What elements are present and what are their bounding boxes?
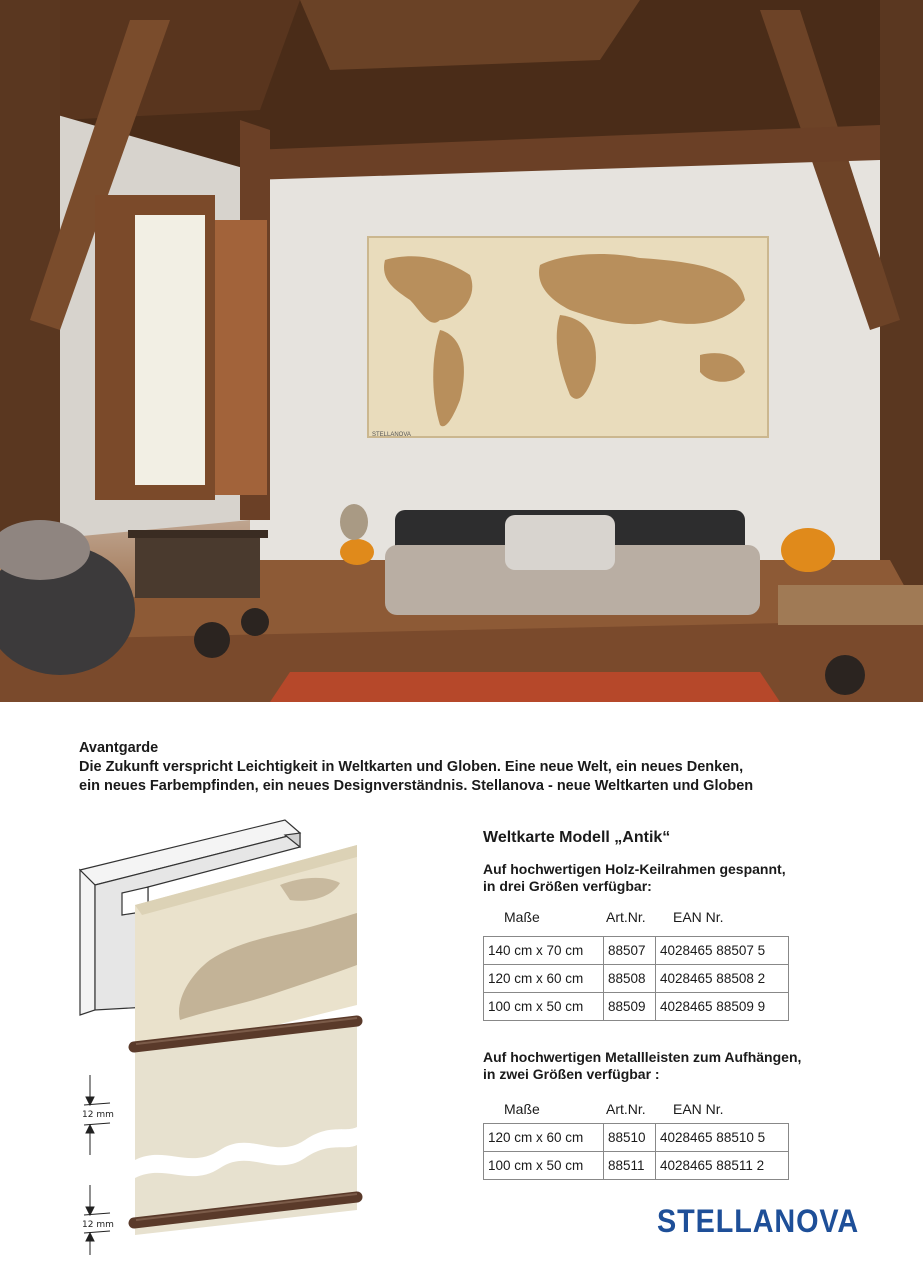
table-row — [484, 1124, 789, 1152]
ean-cell: 4028465 88507 5 — [656, 937, 789, 965]
rails-size-table — [483, 1123, 789, 1180]
rails-col-artnr: Art.Nr. — [606, 1101, 646, 1117]
table-row — [484, 1152, 789, 1180]
size-cell: 120 cm x 60 cm — [484, 965, 604, 993]
rails-heading — [483, 1049, 863, 1083]
ean-cell: 4028465 88510 5 — [656, 1124, 789, 1152]
artnr-cell: 88511 — [604, 1152, 656, 1180]
model-title: Weltkarte Modell „Antik“ — [483, 829, 671, 846]
frame-size-table — [483, 936, 789, 1021]
frame-heading-line-2: in drei Größen verfügbar: — [483, 878, 652, 894]
frame-col-ean: EAN Nr. — [673, 909, 724, 925]
intro-heading: Avantgarde — [79, 740, 159, 756]
ean-cell: 4028465 88508 2 — [656, 965, 789, 993]
artnr-cell: 88510 — [604, 1124, 656, 1152]
dimension-top-label: 12 mm — [82, 1110, 114, 1120]
table-row — [484, 993, 789, 1021]
rails-heading-line-2: in zwei Größen verfügbar : — [483, 1066, 660, 1082]
table-row — [484, 965, 789, 993]
frame-heading-line-1: Auf hochwertigen Holz-Keilrahmen gespannt, — [483, 861, 786, 877]
ean-cell: 4028465 88509 9 — [656, 993, 789, 1021]
size-cell: 100 cm x 50 cm — [484, 1152, 604, 1180]
frame-heading — [483, 861, 863, 895]
artnr-cell: 88509 — [604, 993, 656, 1021]
ean-cell: 4028465 88511 2 — [656, 1152, 789, 1180]
frame-col-size: Maße — [504, 909, 540, 925]
rails-col-size: Maße — [504, 1101, 540, 1117]
frame-illustration — [70, 815, 370, 1255]
frame-col-artnr: Art.Nr. — [606, 909, 646, 925]
intro-line-1: Die Zukunft verspricht Leichtigkeit in Weltkarten und Globen. Eine neue Welt, ein neues Denken, — [79, 759, 744, 775]
rails-heading-line-1: Auf hochwertigen Metallleisten zum Aufhängen, — [483, 1049, 802, 1065]
map-brand-label: STELLANOVA — [372, 432, 411, 438]
artnr-cell: 88507 — [604, 937, 656, 965]
rail-panel — [134, 1018, 357, 1235]
artnr-cell: 88508 — [604, 965, 656, 993]
dimension-bottom-label: 12 mm — [82, 1220, 114, 1230]
size-cell: 140 cm x 70 cm — [484, 937, 604, 965]
intro-line-2: ein neues Farbempfinden, ein neues Designverständnis. Stellanova - neue Weltkarten und Globen — [79, 778, 754, 794]
intro-text — [79, 739, 879, 796]
size-cell: 100 cm x 50 cm — [484, 993, 604, 1021]
size-cell: 120 cm x 60 cm — [484, 1124, 604, 1152]
stellanova-logo: STELLANOVA — [657, 1203, 860, 1239]
table-row — [484, 937, 789, 965]
rails-col-ean: EAN Nr. — [673, 1101, 724, 1117]
